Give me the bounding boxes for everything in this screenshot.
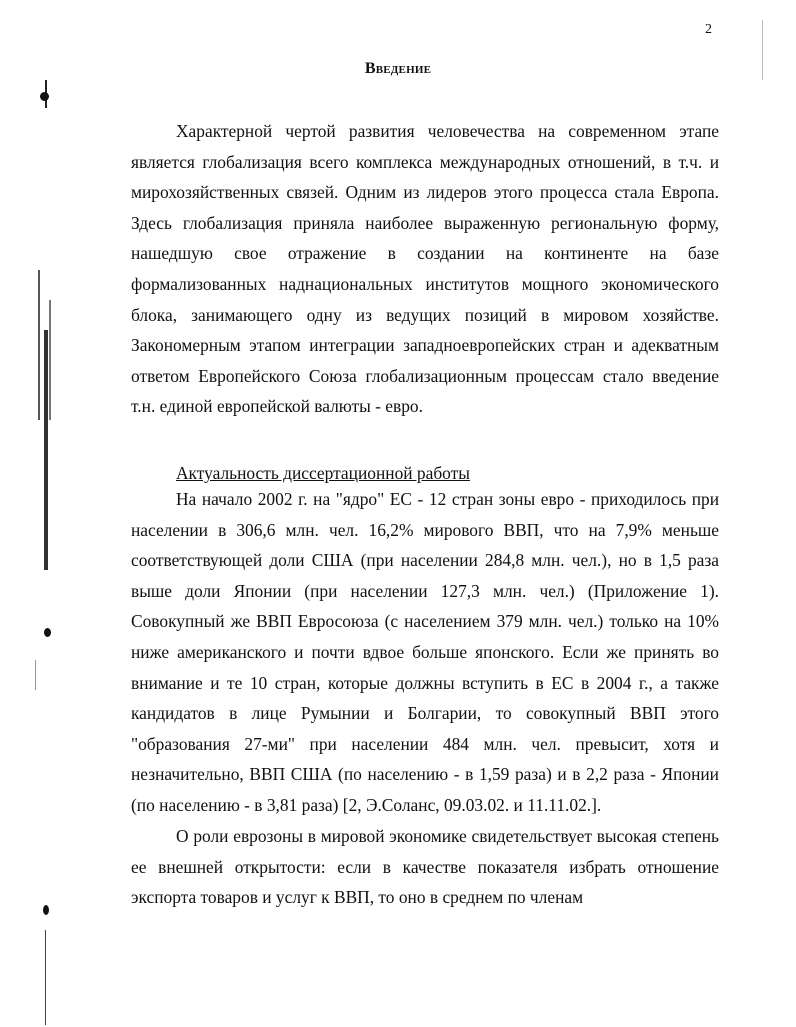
relevance-heading: Актуальность диссертационной работы	[176, 463, 470, 483]
relevance-paragraph: На начало 2002 г. на "ядро" ЕС - 12 стран зоны евро - приходилось при населении в 306,6 млн. чел. 16,2% мирового ВВП, что на 7,9% меньше соответствующей доли США (при населении 284,8 млн. чел.), но в 1,5 раза выше доли Японии (при населении 127,3 млн. чел.) (Приложение 1). Совокупный же ВВП Евросоюза (с населением 379 млн. чел.) только на 10% ниже американского и почти вдвое больше японского. Если же принять во внимание и те 10 стран, которые должны вступить в ЕС в 2004 г., а также кандидатов в лице Румынии и Болгарии, то совокупный ВВП этого "образования 27-ми" при населении 484 млн. чел. превысит, хотя и незначительно, ВВП США (по населению - в 1,59 раза) и в 2,2 раза - Японии (по населению - в 3,81 раза) [2, Э.Соланс, 09.03.02. и 11.11.02.].	[131, 489, 719, 815]
scan-line	[38, 270, 40, 420]
page-number: 2	[705, 22, 712, 37]
scan-line	[35, 660, 36, 690]
page-title: Введение	[364, 60, 432, 77]
eurozone-role-paragraph: О роли еврозоны в мировой экономике свидетельствует высокая степень ее внешней открытости: если в качестве показателя избрать отношение экспорта товаров и услуг к ВВП, то оно в среднем по членам	[131, 826, 719, 908]
scan-line	[44, 330, 48, 570]
scan-artifact-right-edge	[762, 20, 763, 80]
scan-dot	[44, 628, 51, 637]
scan-line	[45, 930, 46, 1025]
scan-line	[49, 300, 51, 420]
intro-paragraph: Характерной чертой развития человечества на современном этапе является глобализация всего комплекса международных отношений, в т.ч. и мирохозяйственных связей. Одним из лидеров этого процесса стала Европа. Здесь глобализация приняла наиболее выраженную региональную форму, нашедшую свое отражение в создании на континенте на базе формализованных наднациональных институтов мощного экономического блока, занимающего одну из ведущих позиций в мировом хозяйстве. Закономерным этапом интеграции западноевропейских стран и адекватным ответом Европейского Союза глобализационным процессам стало введение т.н. единой европейской валюты - евро.	[131, 121, 719, 417]
scan-dot	[40, 92, 49, 101]
scan-dot	[43, 905, 49, 915]
